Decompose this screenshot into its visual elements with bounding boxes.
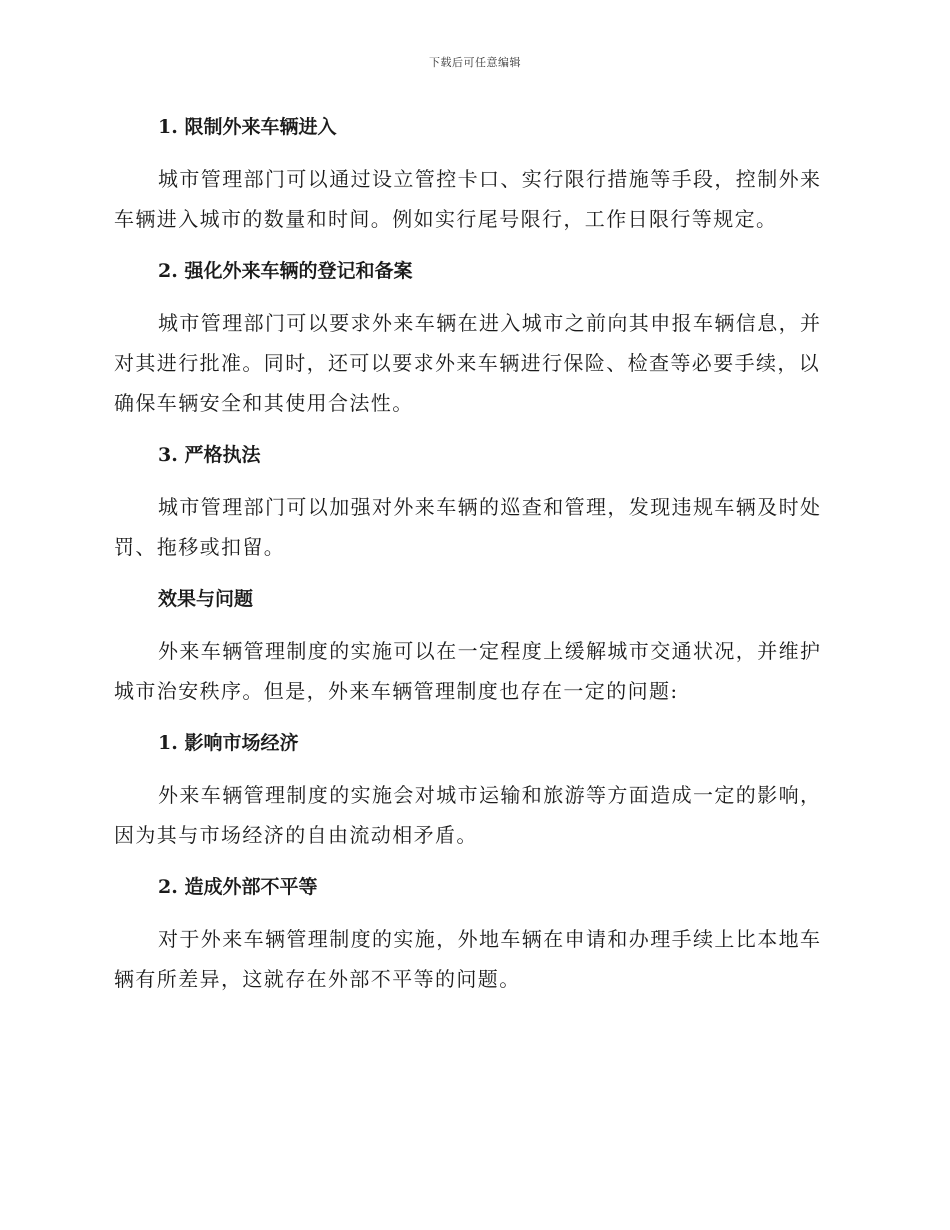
body-paragraph (114, 487, 836, 567)
section-heading: 1. 限制外来车辆进入 (158, 116, 337, 138)
paragraph-line: 城市管理部门可以加强对外来车辆的巡查和管理，发现违规车辆及时处 (158, 495, 822, 519)
body-paragraph (114, 775, 836, 855)
section-heading: 2. 造成外部不平等 (158, 876, 318, 898)
body-paragraph (114, 303, 836, 423)
document-body (114, 106, 836, 1010)
page-header-note: 下载后可任意编辑 (429, 56, 521, 69)
section-heading: 1. 影响市场经济 (158, 732, 299, 754)
paragraph-line: 确保车辆安全和其使用合法性。 (114, 391, 414, 415)
paragraph-line: 辆有所差异，这就存在外部不平等的问题。 (114, 967, 521, 991)
paragraph-line: 外来车辆管理制度的实施会对城市运输和旅游等方面造成一定的影响， (158, 783, 822, 807)
body-paragraph (114, 631, 836, 711)
paragraph-line: 对于外来车辆管理制度的实施，外地车辆在申请和办理手续上比本地车 (158, 927, 822, 951)
paragraph-line: 城市管理部门可以要求外来车辆在进入城市之前向其申报车辆信息，并 (158, 311, 822, 335)
section-heading: 效果与问题 (158, 588, 254, 610)
section-heading: 3. 严格执法 (158, 444, 261, 466)
body-paragraph (114, 159, 836, 239)
section-heading: 2. 强化外来车辆的登记和备案 (158, 260, 413, 282)
body-paragraph (114, 919, 836, 999)
paragraph-line: 罚、拖移或扣留。 (114, 535, 286, 559)
paragraph-line: 城市管理部门可以通过设立管控卡口、实行限行措施等手段，控制外来 (158, 167, 822, 191)
paragraph-line: 城市治安秩序。但是，外来车辆管理制度也存在一定的问题: (114, 679, 679, 703)
paragraph-line: 因为其与市场经济的自由流动相矛盾。 (114, 823, 478, 847)
paragraph-line: 车辆进入城市的数量和时间。例如实行尾号限行，工作日限行等规定。 (114, 207, 778, 231)
paragraph-line: 外来车辆管理制度的实施可以在一定程度上缓解城市交通状况，并维护 (158, 639, 822, 663)
paragraph-line: 对其进行批准。同时，还可以要求外来车辆进行保险、检查等必要手续，以 (114, 351, 821, 375)
